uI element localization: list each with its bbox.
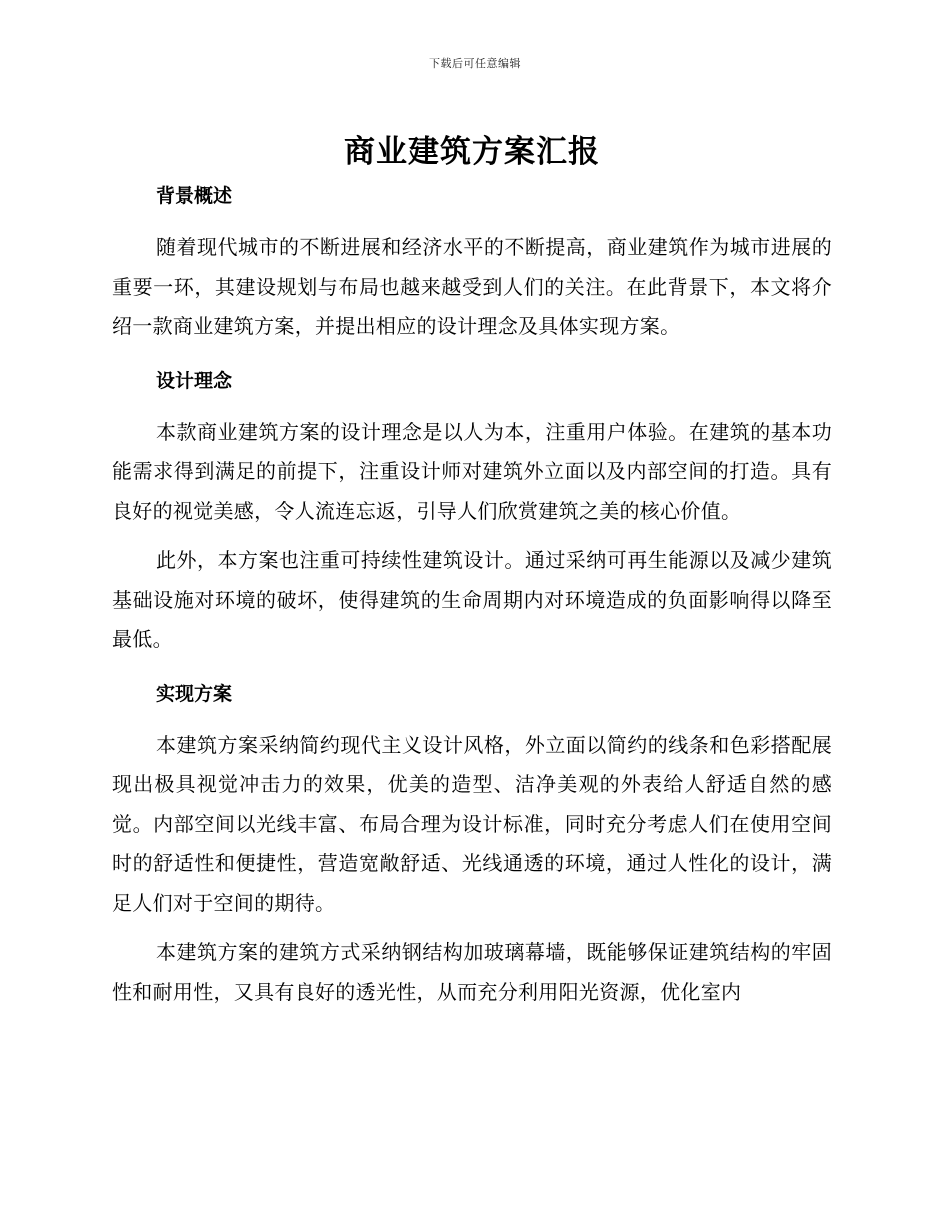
section-heading-implementation: 实现方案 [156, 682, 233, 705]
paragraph-design-concept-1: 本款商业建筑方案的设计理念是以人为本，注重用户体验。在建筑的基本功能需求得到满足的前提下，注重设计师对建筑外立面以及内部空间的打造。具有良好的视觉美感，令人流连忘返，引导人们欣赏建筑之美的核心价值。 [112, 419, 832, 523]
header-note: 下载后可任意编辑 [429, 57, 521, 70]
paragraph-implementation-1: 本建筑方案采纳简约现代主义设计风格，外立面以简约的线条和色彩搭配展现出极具视觉冲击力的效果，优美的造型、洁净美观的外表给人舒适自然的感觉。内部空间以光线丰富、布局合理为设计标准，同时充分考虑人们在使用空间时的舒适性和便捷性，营造宽敞舒适、光线通透的环境，通过人性化的设计，满足人们对于空间的期待。 [112, 732, 832, 915]
paragraph-implementation-2: 本建筑方案的建筑方式采纳钢结构加玻璃幕墙，既能够保证建筑结构的牢固性和耐用性，又具有良好的透光性，从而充分利用阳光资源，优化室内 [112, 940, 832, 1004]
document-body [112, 130, 832, 1012]
section-heading-background: 背景概述 [156, 185, 233, 207]
section-heading-design-concept: 设计理念 [156, 369, 233, 392]
paragraph-background: 随着现代城市的不断进展和经济水平的不断提高，商业建筑作为城市进展的重要一环，其建设规划与布局也越来越受到人们的关注。在此背景下，本文将介绍一款商业建筑方案，并提出相应的设计理念及具体实现方案。 [112, 235, 832, 338]
paragraph-design-concept-2: 此外，本方案也注重可持续性建筑设计。通过采纳可再生能源以及减少建筑基础设施对环境的破坏，使得建筑的生命周期内对环境造成的负面影响得以降至最低。 [112, 548, 832, 651]
document-title: 商业建筑方案汇报 [344, 134, 600, 170]
